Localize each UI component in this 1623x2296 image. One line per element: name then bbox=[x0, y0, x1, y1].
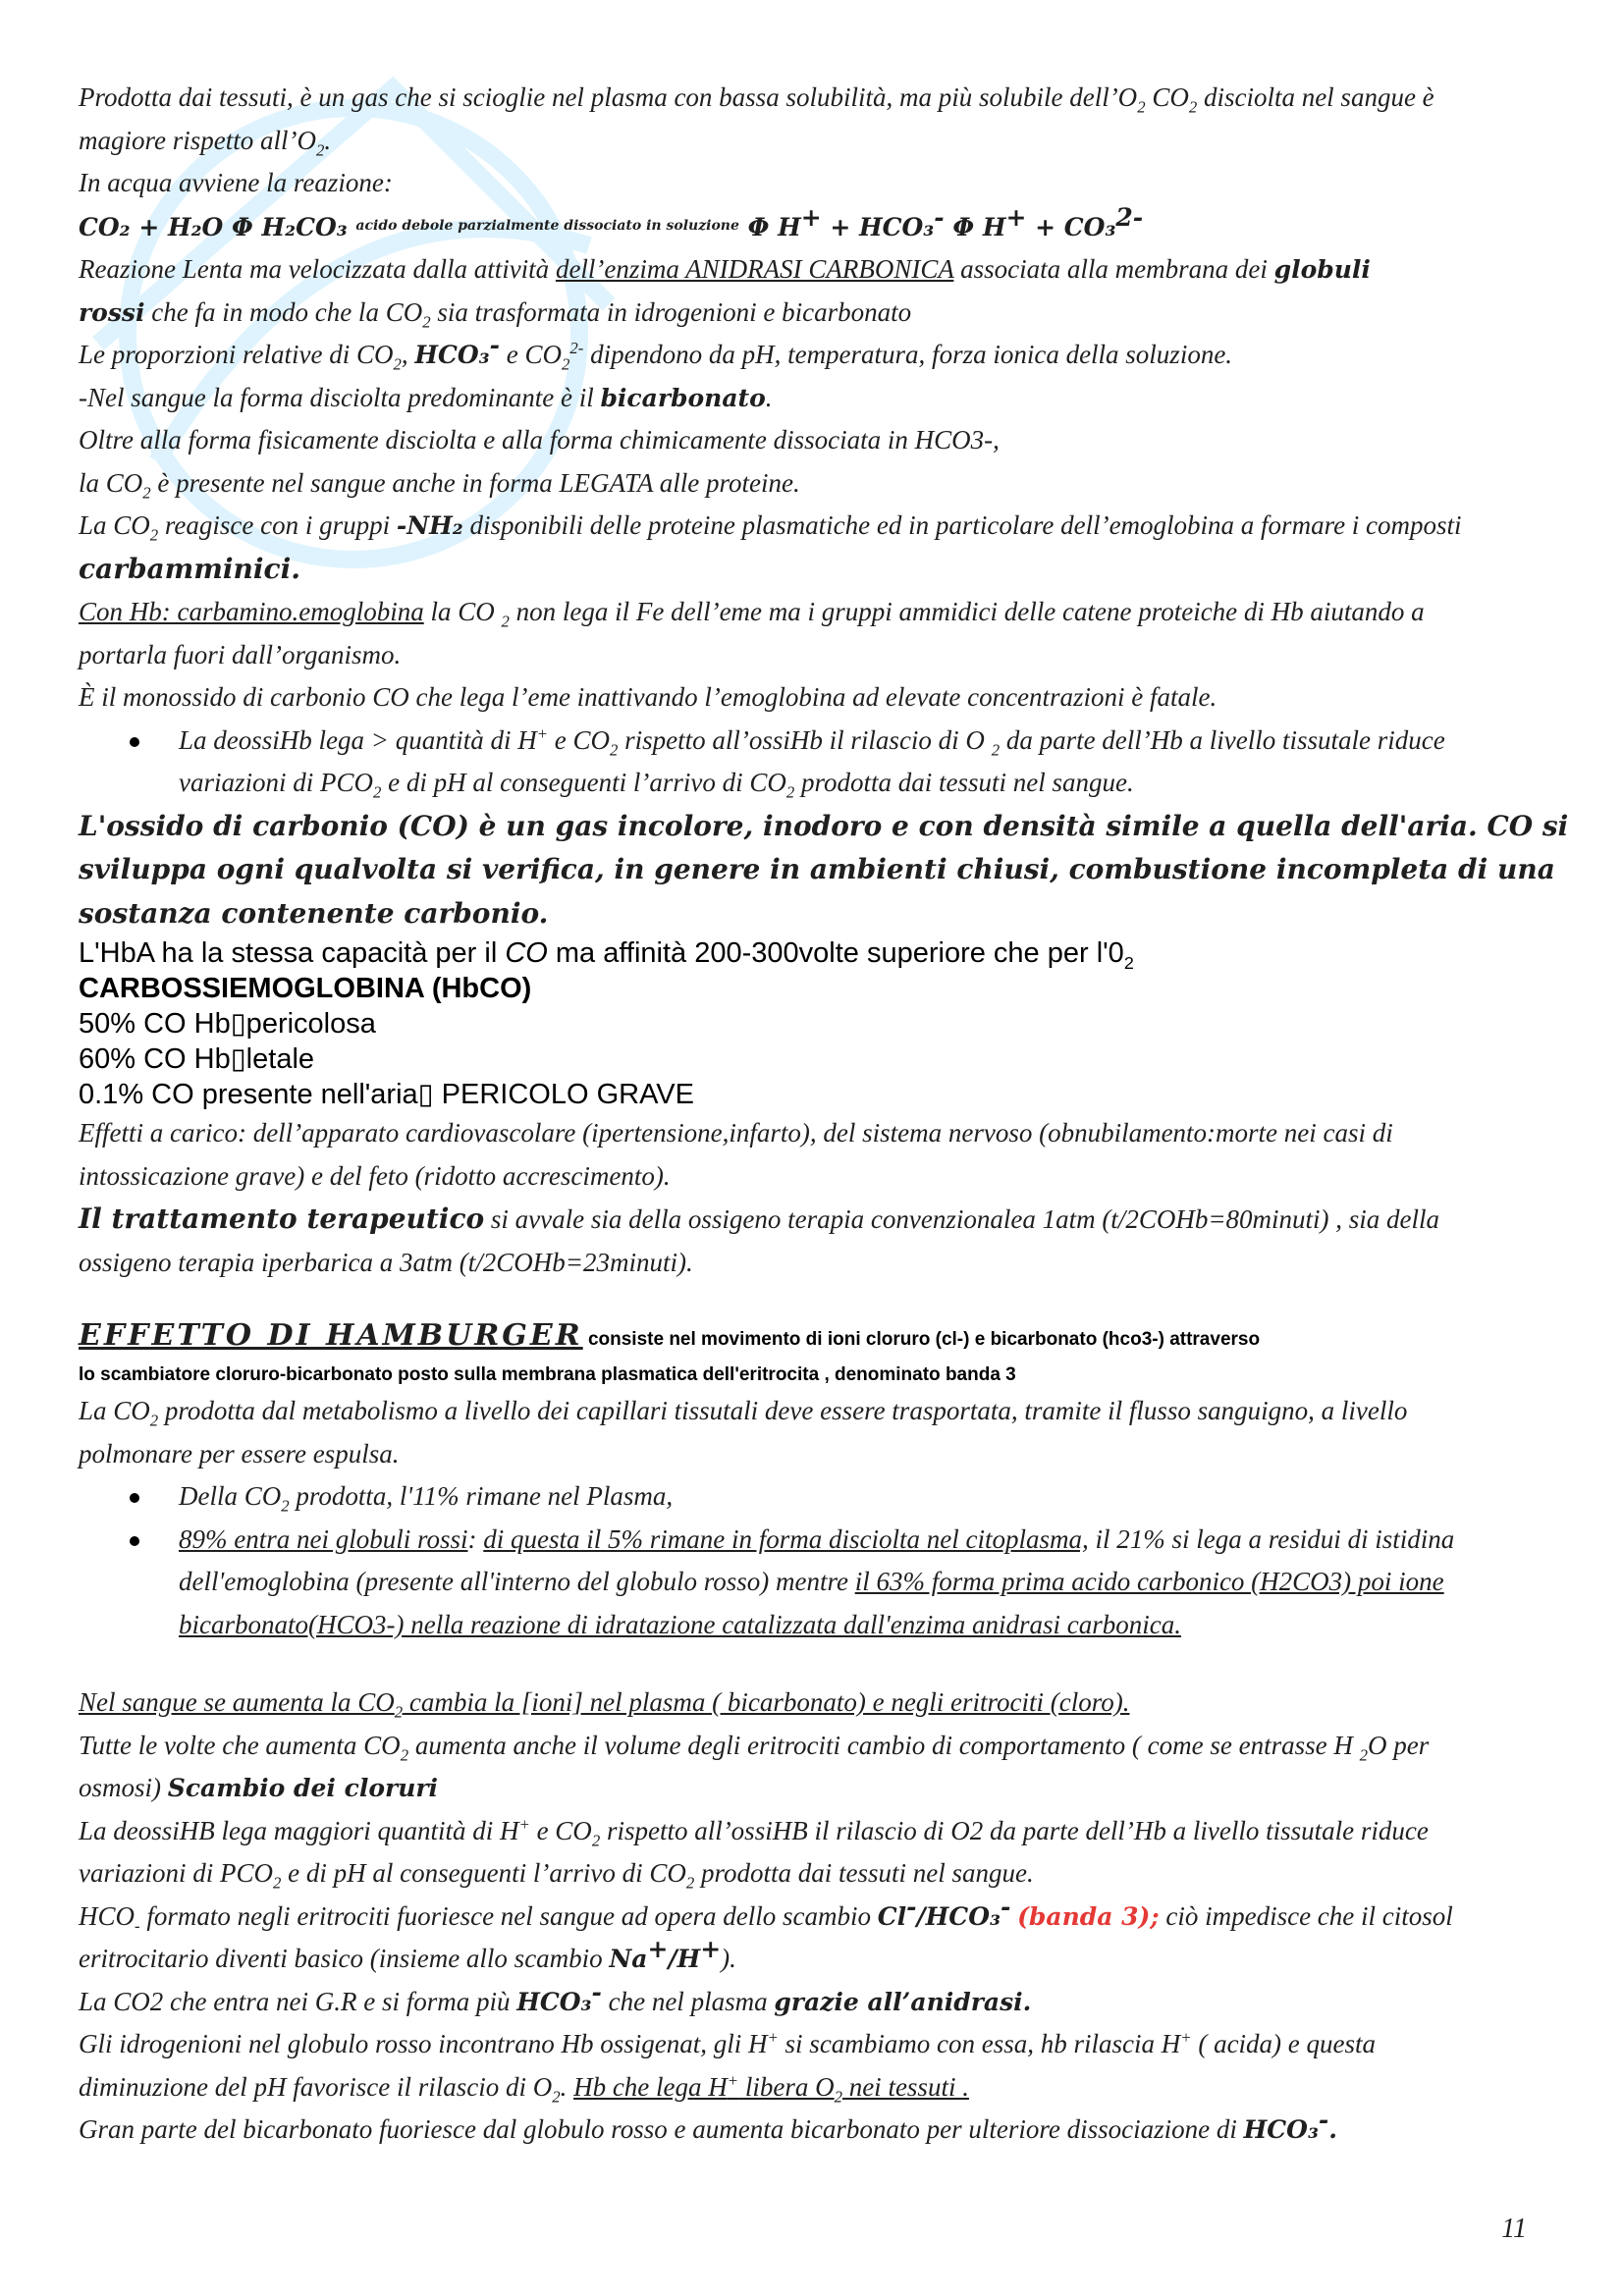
text-line: Gli idrogenioni nel globulo rosso incontrano Hb ossigenat, gli H+ si scambiamo con essa, hb rilascia H+ ( acida) e questa bbox=[79, 2028, 1377, 2058]
list-item: La deossiHb lega > quantità di H+ e $CO_2$ rispetto all’ossiHb il rilascio di O $_2$ da parte dell’Hb a livello tissutale riduce bbox=[79, 720, 1551, 763]
text-line: Oltre alla forma fisicamente disciolta e alla forma chimicamente dissociata in HCO3-, bbox=[79, 425, 1000, 454]
text-line: portarla fuori dall’organismo. bbox=[79, 639, 402, 669]
sans-line: 0.1% CO presente nell'aria▯ PERICOLO GRAVE bbox=[79, 1079, 694, 1110]
text-line: diminuzione del pH favorisce il rilascio di $O_2$. Hb che lega H+ libera $O_2$ nei tessuti . bbox=[79, 2070, 969, 2106]
co-definition: sviluppa ogni qualvolta si verifica, in genere in ambienti chiusi, combustione incompleta di una bbox=[79, 853, 1555, 885]
list-item-continuation: dell'emoglobina (presente all'interno del globulo rosso) mentre il 63% forma prima acido carbonico (H2CO3) poi ione bbox=[179, 1567, 1444, 1596]
text-line: -Nel sangue la forma disciolta predominante è il bicarbonato. bbox=[79, 382, 773, 412]
text-line: Con Hb: carbamino.emoglobina la CO $_2$ non lega il Fe dell’eme ma i gruppi ammidici delle catene proteiche di Hb aiutando a bbox=[79, 597, 1425, 631]
text-line: polmonare per essere espulsa. bbox=[79, 1438, 400, 1468]
text-line: ossigeno terapia iperbarica a 3atm (t/2COHb=23minuti). bbox=[79, 1247, 693, 1277]
text-line: La $CO_2$ prodotta dal metabolismo a livello dei capillari tissutali deve essere trasportata, tramite il flusso sanguigno, a livello bbox=[79, 1396, 1408, 1430]
list-item: Della $CO_2$ prodotta, l'11% rimane nel Plasma, bbox=[79, 1475, 1551, 1519]
list-item: 89% entra nei globuli rossi: di questa il 5% rimane in forma disciolta nel citoplasma, il 21% si lega a residui di istidina bbox=[79, 1519, 1551, 1562]
text-line: $HCO_-$ formato negli eritrociti fuoriesce nel sangue ad opera dello scambio Cl-/HCO₃- (banda 3); ciò impedisce che il citosol bbox=[79, 1892, 1453, 1935]
co-definition: L'ossido di carbonio (CO) è un gas incolore, inodoro e con densità simile a quella dell'aria. CO si bbox=[79, 809, 1569, 842]
text-line: variazioni di $PCO_2$ e di pH al conseguenti l’arrivo di $CO_2$ prodotta dai tessuti nel sangue. bbox=[79, 1858, 1034, 1893]
text-line: È il monossido di carbonio CO che lega l’eme inattivando l’emoglobina ad elevate concentrazioni è fatale. bbox=[79, 682, 1217, 712]
co-definition: sostanza contenente carbonio. bbox=[79, 896, 549, 930]
text-line: Il trattamento terapeutico si avvale sia della ossigeno terapia convenzionalea 1atm (t/2COHb=80minuti) , sia della bbox=[79, 1202, 1440, 1235]
text-line: carbamminici. bbox=[79, 552, 300, 585]
list-item-continuation: bicarbonato(HCO3-) nella reazione di idratazione catalizzata dall'enzima anidrasi carbonica. bbox=[179, 1609, 1181, 1639]
text-line: eritrocitario diventi basico (insieme allo scambio Na+/H+). bbox=[79, 1935, 736, 1973]
text-line: La deossiHB lega maggiori quantità di H+ e $CO_2$ rispetto all’ossiHB il rilascio di O2 da parte dell’Hb a livello tissutale riduce bbox=[79, 1814, 1429, 1849]
text-line: rossi che fa in modo che la $CO_2$ sia trasformata in idrogenioni e bicarbonato bbox=[79, 296, 912, 331]
text-line: osmosi) Scambio dei cloruri bbox=[79, 1773, 439, 1802]
text-line: La $CO_2$ reagisce con i gruppi -NH₂ disponibili delle proteine plasmatiche ed in particolare dell’emoglobina a formare i composti bbox=[79, 510, 1462, 545]
text-line: Tutte le volte che aumenta $CO_2$ aumenta anche il volume degli eritrociti cambio di comportamento ( come se entrasse H $_2$O per bbox=[79, 1730, 1430, 1764]
page-number: 11 bbox=[1501, 2214, 1527, 2244]
section-heading: EFFETTO DI HAMBURGER consiste nel movimento di ioni cloruro (cl-) e bicarbonato (hco3-) attraverso bbox=[79, 1318, 1261, 1353]
sans-line: L'HbA ha la stessa capacità per il CO ma affinità 200-300volte superiore che per $l'0_2$ bbox=[79, 937, 1134, 973]
text-line: Effetti a carico: dell’apparato cardiovascolare (ipertensione,infarto), del sistema nervoso (obnubilamento:morte nei casi di bbox=[79, 1118, 1393, 1148]
text-line: In acqua avviene la reazione: bbox=[79, 168, 393, 197]
text-line: Prodotta dai tessuti, è un gas che si scioglie nel plasma con bassa solubilità, ma più solubile $dell’O_2$ $CO_2$ disciolta nel sangue è bbox=[79, 82, 1434, 117]
text-line: magiore rispetto $all’O_2$. bbox=[79, 125, 332, 159]
reaction-equation: CO₂ + H₂O Φ H₂CO₃ $^{acido debole parzialmente dissociato in soluzione}$ Φ H+ + HCO₃- Φ H+ + CO₃$^{2-}$ bbox=[79, 202, 1144, 241]
text-line: intossicazione grave) e del feto (ridotto accrescimento). bbox=[79, 1160, 671, 1191]
list-item-continuation: variazioni di $PCO_2$ e di pH al conseguenti l’arrivo di $CO_2$ prodotta dai tessuti nel sangue. bbox=[179, 768, 1134, 802]
text-line: Gran parte del bicarbonato fuoriesce dal globulo rosso e aumenta bicarbonato per ulteriore dissociazione di HCO₃-. bbox=[79, 2106, 1338, 2144]
section-heading-cont: lo scambiatore cloruro-bicarbonato posto sulla membrana plasmatica dell'eritrocita , denominato banda 3 bbox=[79, 1364, 1016, 1385]
text-line: Le proporzioni relative di $CO_2$, HCO₃- e $CO_2^{2-}$ dipendono da pH, temperatura, forza ionica della soluzione. bbox=[79, 331, 1233, 374]
text-line: Reazione Lenta ma velocizzata dalla attività dell’enzima ANIDRASI CARBONICA associata alla membrana dei globuli bbox=[79, 254, 1371, 284]
text-line: La CO2 che entra nei G.R e si forma più HCO₃- che nel plasma grazie all’anidrasi. bbox=[79, 1977, 1032, 2016]
sans-line: 60% CO Hb▯letale bbox=[79, 1043, 315, 1075]
sans-line: 50% CO Hb▯pericolosa bbox=[79, 1008, 376, 1040]
text-line: Nel sangue se aumenta la $CO_2$ cambia la [ioni] nel plasma ( bicarbonato) e negli eritrociti (cloro). bbox=[79, 1687, 1130, 1722]
text-line: la $CO_2$ è presente nel sangue anche in forma LEGATA alle proteine. bbox=[79, 467, 800, 502]
section-label: CARBOSSIEMOGLOBINA (HbCO) bbox=[79, 973, 532, 1004]
document-page bbox=[79, 77, 1569, 2152]
